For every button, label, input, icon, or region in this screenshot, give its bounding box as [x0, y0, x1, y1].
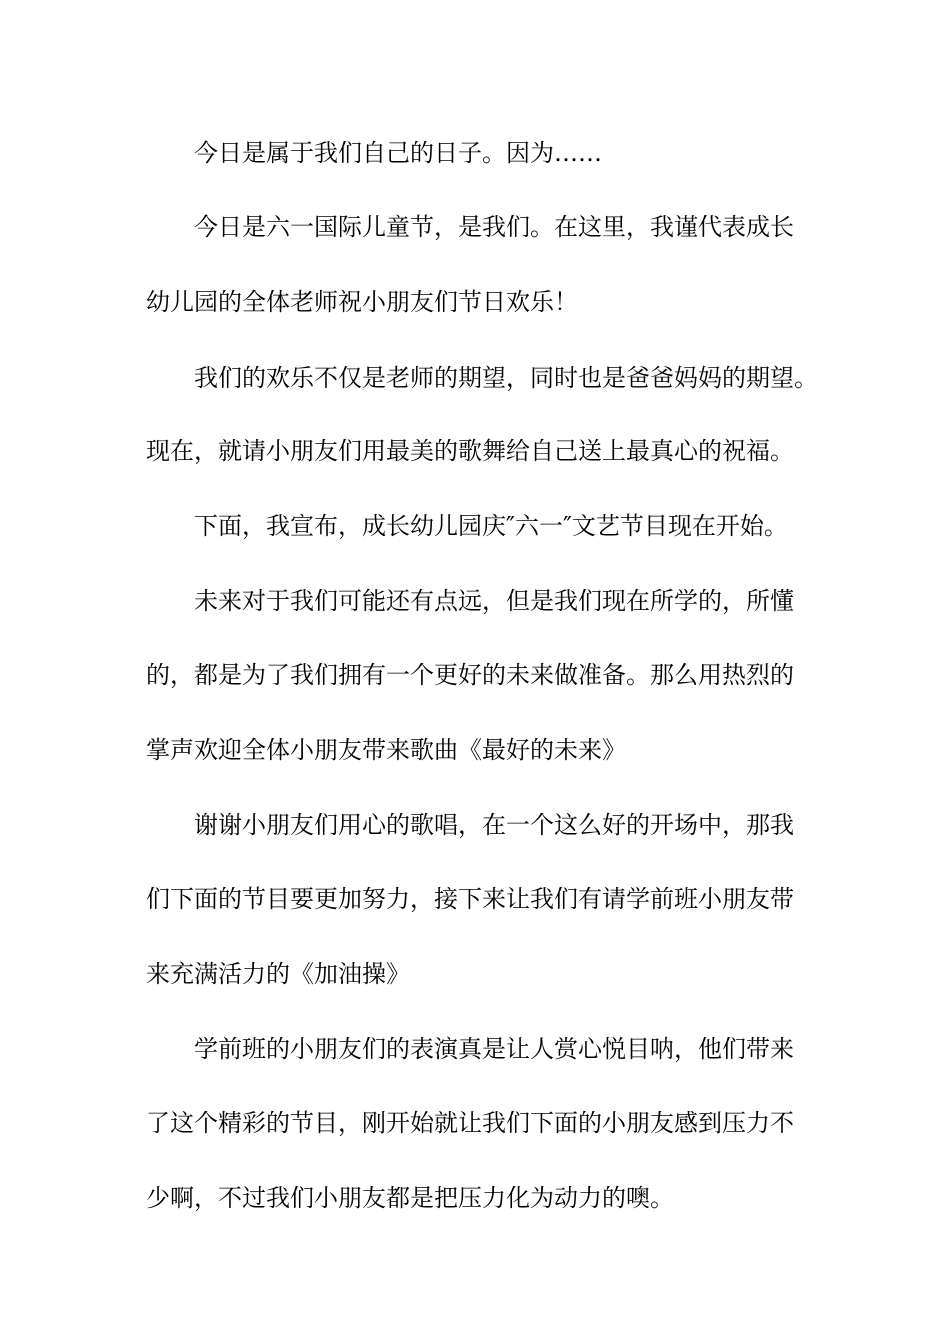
- paragraph-5-line-3: 掌声欢迎全体小朋友带来歌曲《最好的未来》: [146, 736, 626, 764]
- paragraph-4-line-1: 下面，我宣布，成长幼儿园庆″六一″文艺节目现在开始。: [194, 512, 788, 540]
- paragraph-3-line-1: 我们的欢乐不仅是老师的期望，同时也是爸爸妈妈的期望。: [194, 364, 818, 392]
- paragraph-6-line-3: 来充满活力的《加油操》: [146, 960, 410, 988]
- paragraph-5-line-1: 未来对于我们可能还有点远，但是我们现在所学的，所懂: [194, 587, 794, 615]
- paragraph-7-line-1: 学前班的小朋友们的表演真是让人赏心悦目呐，他们带来: [194, 1035, 794, 1063]
- paragraph-7-line-2: 了这个精彩的节目，刚开始就让我们下面的小朋友感到压力不: [146, 1109, 794, 1137]
- paragraph-6-line-2: 们下面的节目要更加努力，接下来让我们有请学前班小朋友带: [146, 885, 794, 913]
- paragraph-1-line-1: 今日是属于我们自己的日子。因为……: [194, 139, 602, 167]
- paragraph-2-line-2: 幼儿园的全体老师祝小朋友们节日欢乐！: [146, 288, 578, 316]
- paragraph-2-line-1: 今日是六一国际儿童节，是我们。在这里，我谨代表成长: [194, 213, 794, 241]
- paragraph-3-line-2: 现在，就请小朋友们用最美的歌舞给自己送上最真心的祝福。: [146, 437, 794, 465]
- paragraph-5-line-2: 的，都是为了我们拥有一个更好的未来做准备。那么用热烈的: [146, 661, 794, 689]
- paragraph-6-line-1: 谢谢小朋友们用心的歌唱，在一个这么好的开场中，那我: [194, 811, 794, 839]
- paragraph-7-line-3: 少啊，不过我们小朋友都是把压力化为动力的噢。: [146, 1184, 674, 1212]
